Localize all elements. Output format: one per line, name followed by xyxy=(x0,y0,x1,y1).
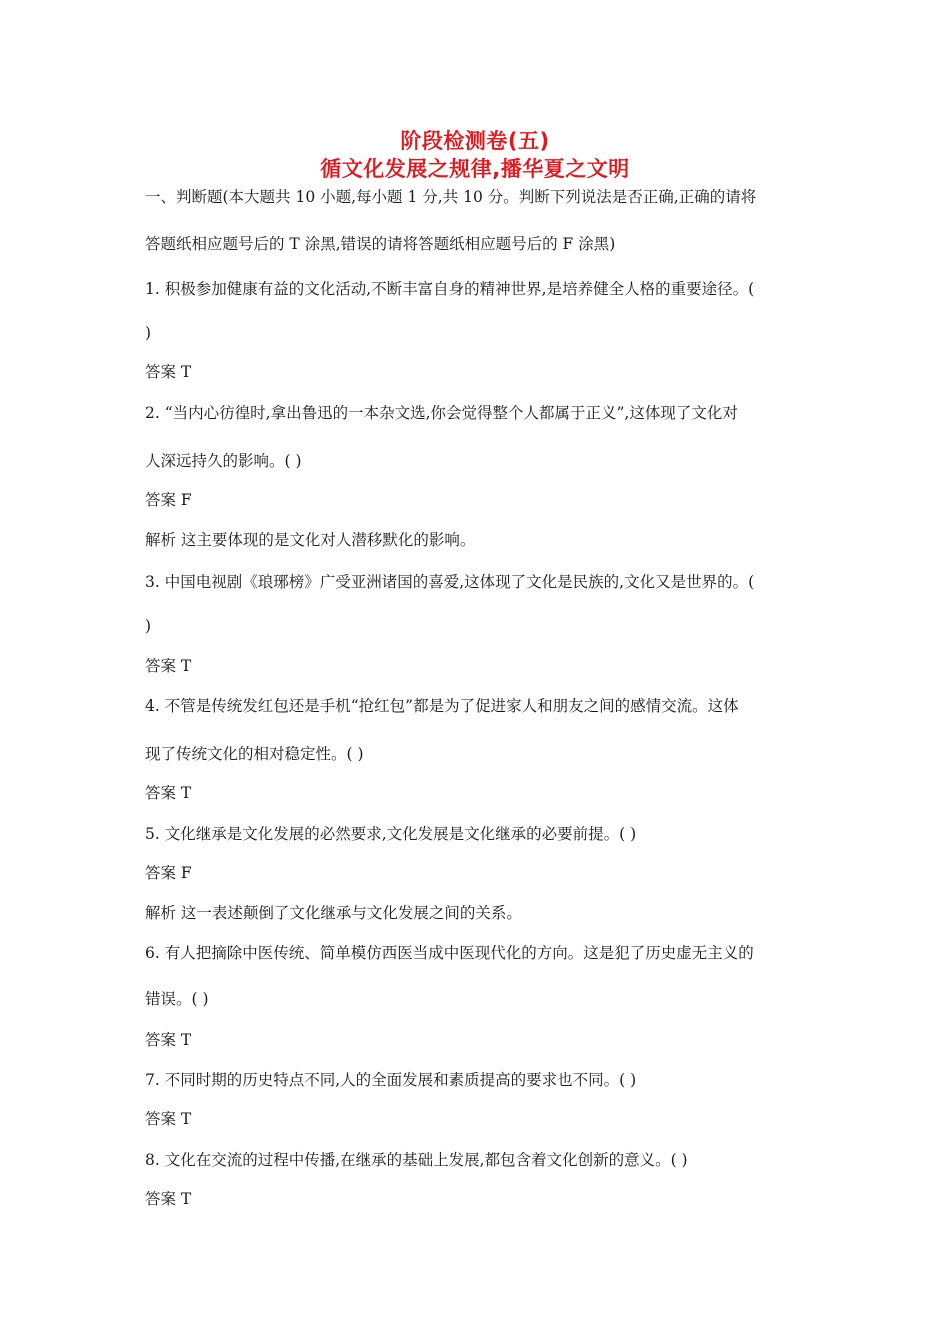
question-2-answer: 答案 F xyxy=(145,491,192,509)
question-8-line-1: 8. 文化在交流的过程中传播,在继承的基础上发展,都包含着文化创新的意义。( ) xyxy=(145,1151,688,1169)
section-heading-line-2: 答题纸相应题号后的 T 涂黑,错误的请将答题纸相应题号后的 F 涂黑) xyxy=(145,235,616,253)
question-1-line-2: ) xyxy=(145,324,152,342)
question-2-analysis: 解析 这主要体现的是文化对人潜移默化的影响。 xyxy=(145,531,476,549)
question-2-line-2: 人深远持久的影响。( ) xyxy=(145,452,302,470)
question-4-line-1: 4. 不管是传统发红包还是手机“抢红包”都是为了促进家人和朋友之间的感情交流。这体 xyxy=(145,697,739,715)
question-4-answer: 答案 T xyxy=(145,784,192,802)
question-1-line-1: 1. 积极参加健康有益的文化活动,不断丰富自身的精神世界,是培养健全人格的重要途径。( xyxy=(145,280,755,298)
question-6-line-1: 6. 有人把摘除中医传统、简单模仿西医当成中医现代化的方向。这是犯了历史虚无主义的 xyxy=(145,944,754,962)
question-3-line-2: ) xyxy=(145,617,152,635)
question-3-answer: 答案 T xyxy=(145,657,192,675)
question-8-answer: 答案 T xyxy=(145,1190,192,1208)
question-6-answer: 答案 T xyxy=(145,1031,192,1049)
page-subtitle: 循文化发展之规律,播华夏之文明 xyxy=(320,157,630,181)
question-3-line-1: 3. 中国电视剧《琅琊榜》广受亚洲诸国的喜爱,这体现了文化是民族的,文化又是世界的。( xyxy=(145,573,755,591)
question-5-line-1: 5. 文化继承是文化发展的必然要求,文化发展是文化继承的必要前提。( ) xyxy=(145,825,637,843)
question-2-line-1: 2. “当内心彷徨时,拿出鲁迅的一本杂文选,你会觉得整个人都属于正义”,这体现了文化对 xyxy=(145,404,738,422)
section-heading-line-1: 一、判断题(本大题共 10 小题,每小题 1 分,共 10 分。判断下列说法是否正确,正确的请将 xyxy=(145,188,757,206)
question-4-line-2: 现了传统文化的相对稳定性。( ) xyxy=(145,745,364,763)
page-title: 阶段检测卷(五) xyxy=(400,129,550,153)
question-6-line-2: 错误。( ) xyxy=(145,990,209,1008)
question-5-analysis: 解析 这一表述颠倒了文化继承与文化发展之间的关系。 xyxy=(145,904,522,922)
question-5-answer: 答案 F xyxy=(145,864,192,882)
question-7-line-1: 7. 不同时期的历史特点不同,人的全面发展和素质提高的要求也不同。( ) xyxy=(145,1071,637,1089)
question-7-answer: 答案 T xyxy=(145,1110,192,1128)
question-1-answer: 答案 T xyxy=(145,363,192,381)
